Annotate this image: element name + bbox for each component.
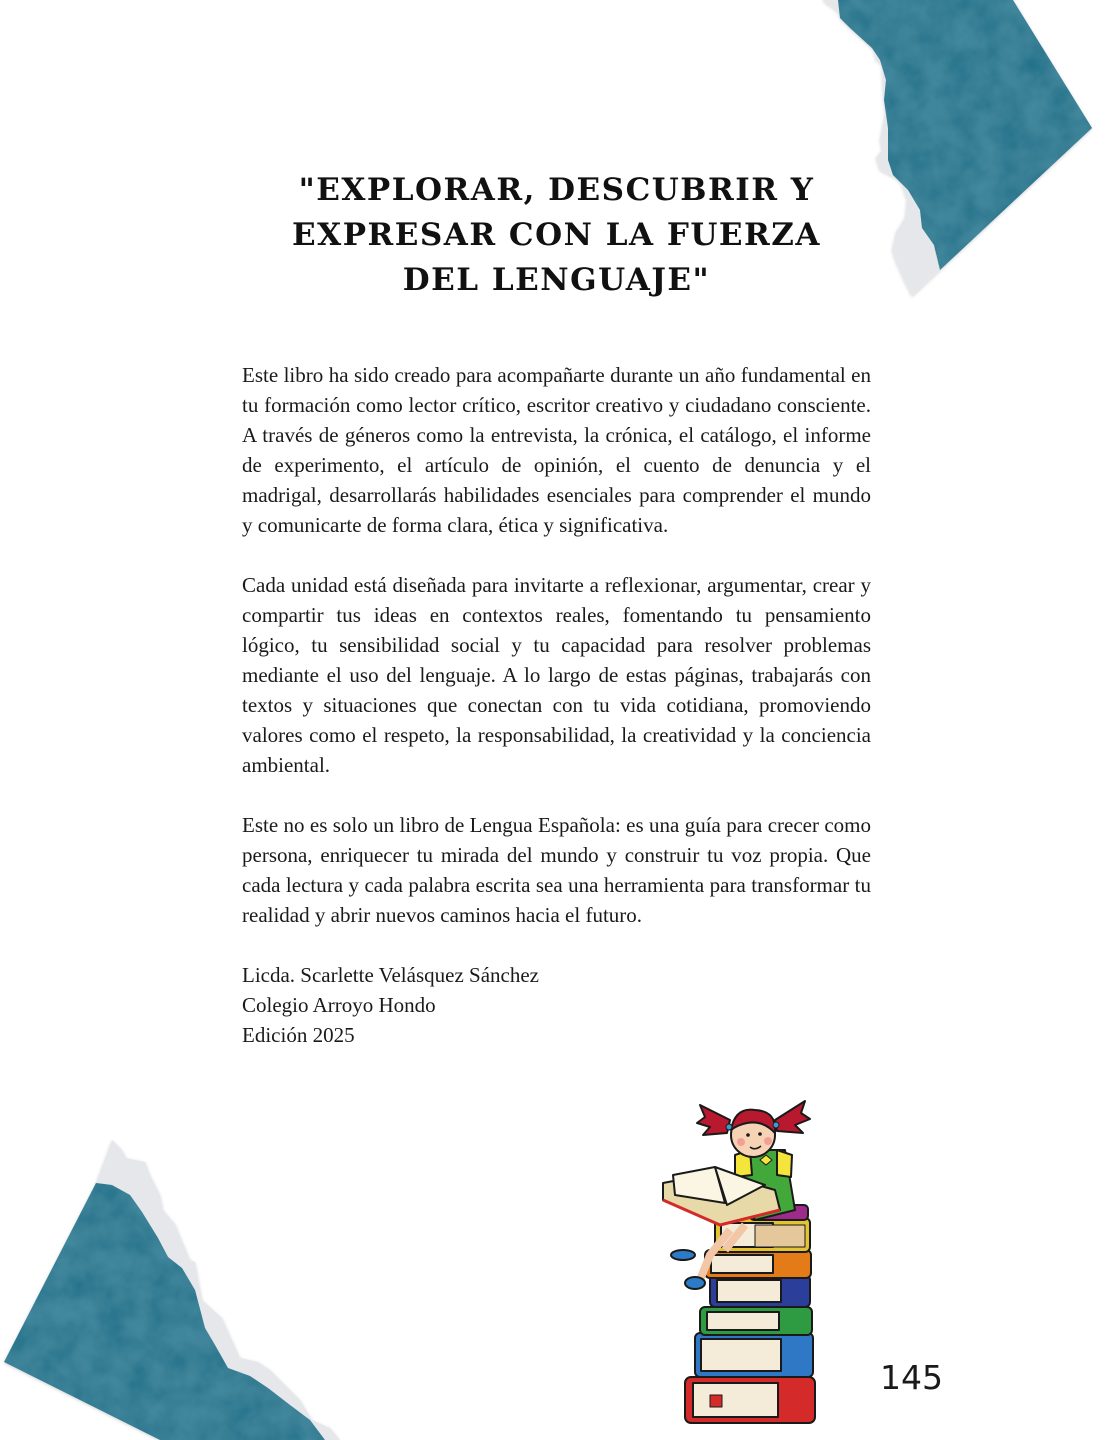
edition-label: Edición 2025 (242, 1023, 355, 1047)
girl-reading-books-illustration (655, 1095, 835, 1435)
title-line: "EXPLORAR, DESCUBRIR Y (298, 172, 815, 208)
paragraph: Este libro ha sido creado para acompañarte durante un año fundamental en tu formación como lector crítico, escritor creativo y ciudadano consciente. A través de géneros como la entrevista, la crónica, el catálogo, el informe de experimento, el artículo de opinión, el cuento de denuncia y el madrigal, desarrollarás habilidades esenciales para comprender el mundo y comunicarte de forma clara, ética y significativa. (242, 363, 871, 537)
page-number: 145 (880, 1358, 943, 1397)
school-name: Colegio Arroyo Hondo (242, 993, 436, 1017)
paragraph: Este no es solo un libro de Lengua Española: es una guía para crecer como persona, enriquecer tu mirada del mundo y construir tu voz propia. Que cada lectura y cada palabra escrita sea una herramienta para transformar tu realidad y abrir nuevos caminos hacia el futuro. (242, 813, 871, 927)
author-name: Licda. Scarlette Velásquez Sánchez (242, 963, 539, 987)
book-stack-icon (685, 1205, 815, 1423)
signature-block (242, 960, 871, 1050)
body-text (242, 360, 871, 1050)
title-line: EXPRESAR CON LA FUERZA (292, 217, 821, 253)
torn-paper-bottom-left (4, 1140, 340, 1440)
paragraph: Cada unidad está diseñada para invitarte a reflexionar, argumentar, crear y compartir tus ideas en contextos reales, fomentando tu pensamiento lógico, tu sensibilidad social y tu capacidad para resolver problemas mediante el uso del lenguaje. A lo largo de estas páginas, trabajarás con textos y situaciones que conectan con tu vida cotidiana, promoviendo valores como el respeto, la responsabilidad, la creatividad y la conciencia ambiental. (242, 573, 871, 777)
page-title (240, 168, 873, 303)
title-line: DEL LENGUAJE" (402, 262, 711, 298)
